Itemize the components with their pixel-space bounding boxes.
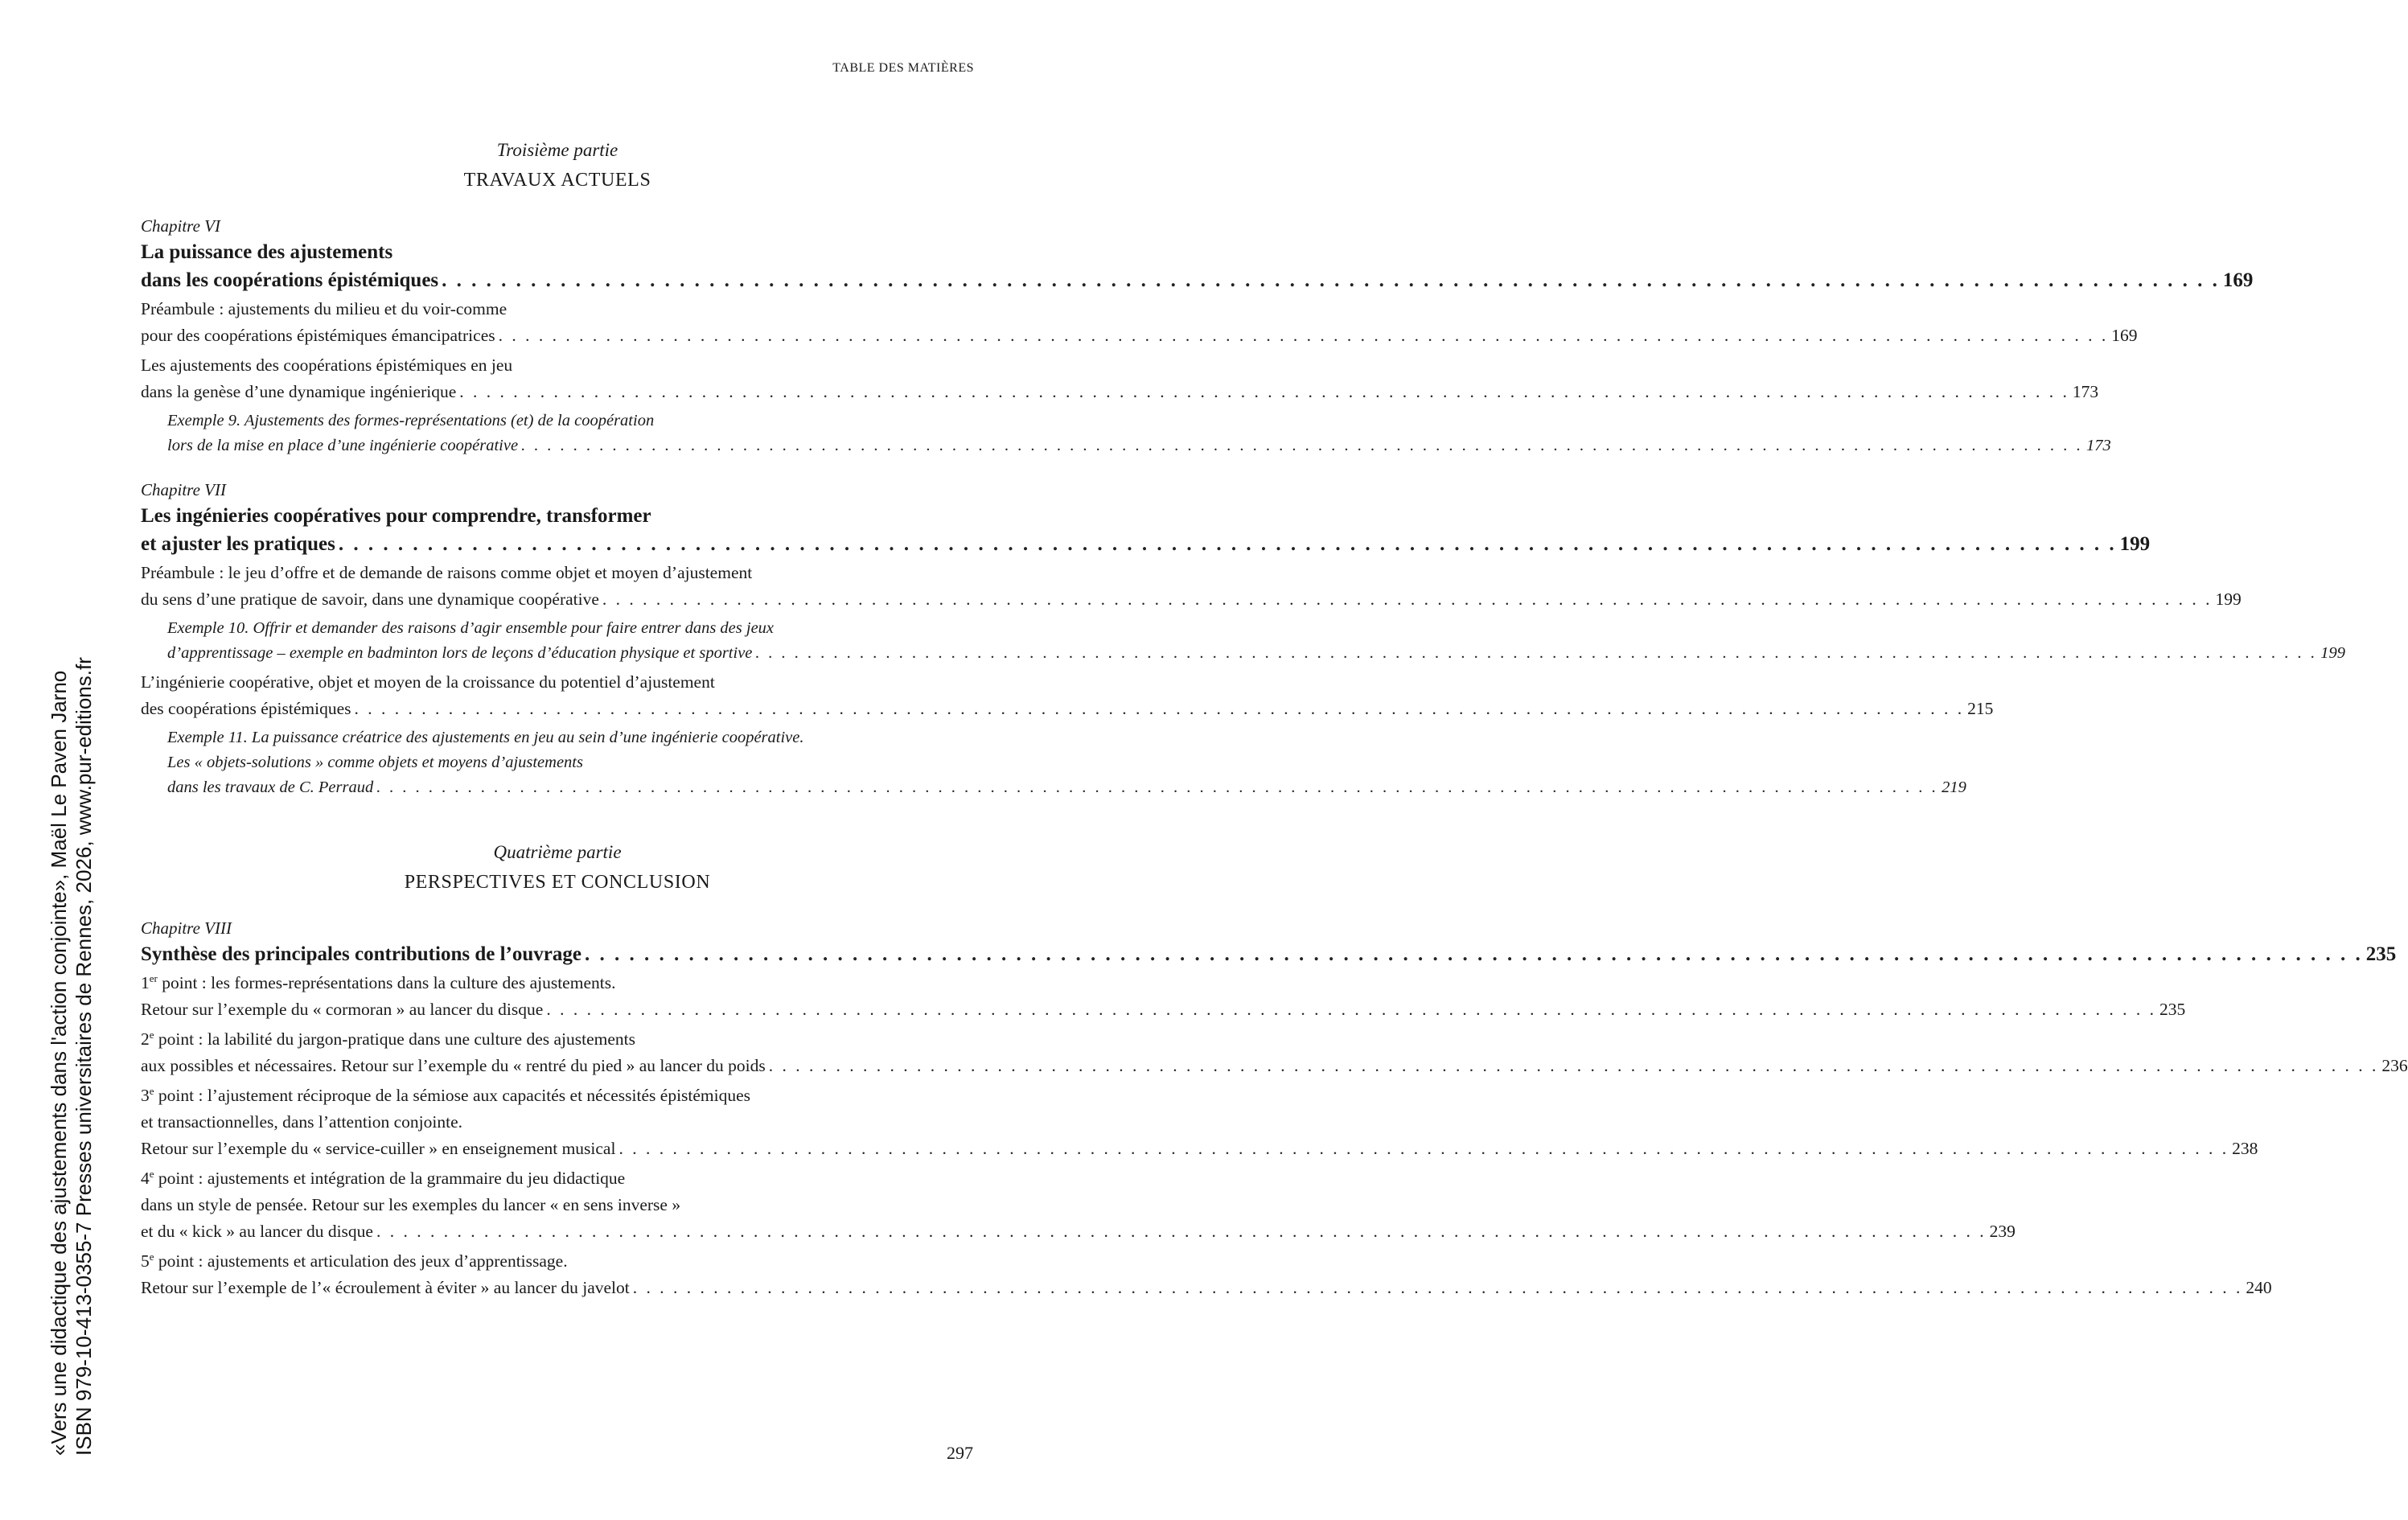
entry-page-number: 169 (2111, 326, 2138, 345)
side-note-line-1: «Vers une didactique des ajustements dans l'action conjointe», Maël Le Paven Jarno (47, 670, 71, 1456)
entry-text: Retour sur l’exemple du « service-cuiller » en enseignement musical (141, 1139, 616, 1158)
entry-line (141, 560, 974, 586)
toc-entry (141, 1248, 2272, 1301)
entry-line (141, 970, 974, 996)
dot-leader: . . . . . . . . . . . . . . . . . . . . . . . . . . . . . . . . . . . . . . . . . . . . . . . . . . . . . . . . . . . . . . . . . . . . . . . . . . . . . . . . . . . . . . . . . . . . . . . . . . . . . . . . . . . . . . . . . . . . . . . . (602, 590, 2213, 609)
entry-text: Exemple 11. La puissance créatrice des ajustements en jeu au sein d’une ingénierie coopérative. (167, 729, 804, 746)
entry-text: dans la genèse d’une dynamique ingénierique (141, 382, 457, 401)
entry-text: et transactionnelles, dans l’attention conjointe. (141, 1112, 463, 1132)
entry-line (141, 1165, 974, 1192)
dot-leader: . . . . . . . . . . . . . . . . . . . . . . . . . . . . . . . . . . . . . . . . . . . . . . . . . . . . . . . . . . . . . . . . . . . . . . . . . . . . . . . . . . . . . . . . . . . . . . . . . . . . . . . . . . . . . . . . . . . . . . . . (584, 943, 2363, 965)
entry-page-number: 239 (1989, 1222, 2016, 1241)
entry-line (167, 616, 974, 641)
dot-leader: . . . . . . . . . . . . . . . . . . . . . . . . . . . . . . . . . . . . . . . . . . . . . . . . . . . . . . . . . . . . . . . . . . . . . . . . . . . . . . . . . . . . . . . . . . . . . . . . . . . . . . . . . . . . . . . . . . . . . . . . (755, 644, 2318, 662)
entry-text: et du « kick » au lancer du disque (141, 1222, 373, 1241)
entry-page-number: 169 (2222, 269, 2254, 291)
entry-text: Exemple 9. Ajustements des formes-représentations (et) de la coopération (167, 412, 655, 429)
entry-text: Préambule : le jeu d’offre et de demande de raisons comme objet et moyen d’ajustement (141, 563, 753, 582)
entry-text: Retour sur l’exemple de l’« écroulement à éviter » au lancer du javelot (141, 1278, 630, 1297)
chapter-title-line (141, 530, 2151, 558)
entry-line (141, 1248, 974, 1275)
entry-text: Synthèse des principales contributions de l’ouvrage (141, 943, 581, 965)
ordinal-suffix: er (149, 972, 158, 984)
toc-entry (141, 352, 2099, 405)
entry-text: L’ingénierie coopérative, objet et moyen de la croissance du potentiel d’ajustement (141, 672, 715, 692)
ordinal-suffix: e (149, 1028, 154, 1041)
entry-page-number: 215 (1967, 699, 1994, 718)
entry-page-number: 199 (2320, 644, 2346, 662)
entry-text: La puissance des ajustements (141, 241, 393, 263)
chapter-label: Chapitre VI (141, 216, 220, 236)
entry-line (167, 641, 2346, 666)
toc-entry (141, 1026, 2408, 1079)
entry-text: 2e point : la labilité du jargon-pratique dans une culture des ajustements (141, 1028, 635, 1049)
entry-text: d’apprentissage – exemple en badminton lors de leçons d’éducation physique et sportive (167, 644, 753, 662)
chapter-title (141, 502, 2151, 558)
chapter-label: Chapitre VIII (141, 918, 232, 938)
dot-leader: . . . . . . . . . . . . . . . . . . . . . . . . . . . . . . . . . . . . . . . . . . . . . . . . . . . . . . . . . . . . . . . . . . . . . . . . . . . . . . . . . . . . . . . . . . . . . . . . . . . . . . . . . . . . . . . . . . . . . . . . (632, 1278, 2243, 1297)
entry-page-number: 235 (2365, 943, 2397, 965)
entry-text: aux possibles et nécessaires. Retour sur l’exemple du « rentré du pied » au lancer du poids (141, 1056, 766, 1075)
part-label: Quatrième partie (493, 842, 622, 862)
chapter-title (141, 940, 2397, 968)
entry-page-number: 235 (2159, 1000, 2186, 1019)
dot-leader: . . . . . . . . . . . . . . . . . . . . . . . . . . . . . . . . . . . . . . . . . . . . . . . . . . . . . . . . . . . . . . . . . . . . . . . . . . . . . . . . . . . . . . . . . . . . . . . . . . . . . . . . . . . . . . . . . . . . . . . . (354, 699, 1965, 718)
entry-line (141, 296, 974, 322)
entry-line (167, 775, 1966, 800)
part-title: PERSPECTIVES ET CONCLUSION (404, 872, 711, 893)
part-label: Troisième partie (496, 140, 618, 160)
entry-page-number: 238 (2232, 1139, 2258, 1158)
entry-text: 4e point : ajustements et intégration de la grammaire du jeu didactique (141, 1167, 626, 1188)
entry-text: dans les travaux de C. Perraud (167, 778, 374, 796)
entry-line (141, 1109, 974, 1136)
part-heading (141, 137, 974, 196)
entry-line (141, 1082, 974, 1109)
entry-line (141, 1218, 2016, 1245)
example-entry (141, 409, 2111, 458)
entry-text: lors de la mise en place d’une ingénierie coopérative (167, 437, 519, 454)
chapter-title-line (141, 238, 974, 266)
entry-text: du sens d’une pratique de savoir, dans une dynamique coopérative (141, 590, 599, 609)
entry-text: Les ajustements des coopérations épistémiques en jeu (141, 355, 513, 375)
entry-line (141, 379, 2099, 405)
entry-line (141, 1192, 974, 1218)
entry-page-number: 236 (2381, 1056, 2408, 1075)
entry-text: Les « objets-solutions » comme objets et moyens d’ajustements (167, 754, 583, 771)
toc-entry (141, 1165, 2016, 1245)
table-of-contents (141, 137, 2408, 1304)
entry-line (167, 409, 974, 433)
dot-leader: . . . . . . . . . . . . . . . . . . . . . . . . . . . . . . . . . . . . . . . . . . . . . . . . . . . . . . . . . . . . . . . . . . . . . . . . . . . . . . . . . . . . . . . . . . . . . . . . . . . . . . . . . . . . . . . . . . . . . . . . (768, 1056, 2379, 1075)
entry-line (141, 322, 2138, 349)
entry-text: dans les coopérations épistémiques (141, 269, 439, 291)
chapter-title-line (141, 502, 974, 530)
entry-text: dans un style de pensée. Retour sur les exemples du lancer « en sens inverse » (141, 1195, 681, 1214)
entry-text: et ajuster les pratiques (141, 533, 335, 555)
chapter-title-line (141, 266, 2254, 294)
chapter-title (141, 238, 2254, 294)
entry-line (141, 669, 974, 696)
entry-line (141, 996, 2186, 1023)
running-head: TABLE DES MATIÈRES (832, 61, 974, 75)
entry-line (141, 1026, 974, 1053)
dot-leader: . . . . . . . . . . . . . . . . . . . . . . . . . . . . . . . . . . . . . . . . . . . . . . . . . . . . . . . . . . . . . . . . . . . . . . . . . . . . . . . . . . . . . . . . . . . . . . . . . . . . . . . . . . . . . . . . . . . . . . . . (376, 778, 1939, 796)
dot-leader: . . . . . . . . . . . . . . . . . . . . . . . . . . . . . . . . . . . . . . . . . . . . . . . . . . . . . . . . . . . . . . . . . . . . . . . . . . . . . . . . . . . . . . . . . . . . . . . . . . . . . . . . . . . . . . . . . . . . . . . . (338, 533, 2117, 555)
entry-page-number: 173 (2072, 382, 2099, 401)
entry-text: 3e point : l’ajustement réciproque de la sémiose aux capacités et nécessités épistémiques (141, 1084, 751, 1105)
chapter-label: Chapitre VII (141, 480, 226, 499)
entry-text: Préambule : ajustements du milieu et du voir-comme (141, 299, 507, 318)
example-entry (141, 725, 1966, 800)
entry-line (141, 586, 2242, 613)
dot-leader: . . . . . . . . . . . . . . . . . . . . . . . . . . . . . . . . . . . . . . . . . . . . . . . . . . . . . . . . . . . . . . . . . . . . . . . . . . . . . . . . . . . . . . . . . . . . . . . . . . . . . . . . . . . . . . . . . . . . . . . . (442, 269, 2220, 291)
entry-page-number: 199 (2215, 590, 2242, 609)
entry-text: pour des coopérations épistémiques émancipatrices (141, 326, 495, 345)
part-heading (141, 839, 974, 898)
side-copyright-note (47, 657, 97, 1456)
entry-text: 1er point : les formes-représentations dans la culture des ajustements. (141, 972, 616, 992)
entry-line (167, 725, 974, 750)
entry-text: Exemple 10. Offrir et demander des raisons d’agir ensemble pour faire entrer dans des jeux (167, 619, 775, 637)
entry-line (141, 352, 974, 379)
entry-page-number: 199 (2119, 533, 2151, 555)
dot-leader: . . . . . . . . . . . . . . . . . . . . . . . . . . . . . . . . . . . . . . . . . . . . . . . . . . . . . . . . . . . . . . . . . . . . . . . . . . . . . . . . . . . . . . . . . . . . . . . . . . . . . . . . . . . . . . . . . . . . . . . . (376, 1222, 1987, 1241)
entry-line (141, 1136, 2258, 1162)
page-number: 297 (947, 1443, 973, 1463)
dot-leader: . . . . . . . . . . . . . . . . . . . . . . . . . . . . . . . . . . . . . . . . . . . . . . . . . . . . . . . . . . . . . . . . . . . . . . . . . . . . . . . . . . . . . . . . . . . . . . . . . . . . . . . . . . . . . . . . . . . . . . . . (618, 1139, 2229, 1158)
entry-page-number: 173 (2085, 437, 2111, 454)
entry-page-number: 240 (2246, 1278, 2272, 1297)
dot-leader: . . . . . . . . . . . . . . . . . . . . . . . . . . . . . . . . . . . . . . . . . . . . . . . . . . . . . . . . . . . . . . . . . . . . . . . . . . . . . . . . . . . . . . . . . . . . . . . . . . . . . . . . . . . . . . . . . . . . . . . . (546, 1000, 2156, 1019)
entry-text: Les ingénieries coopératives pour comprendre, transformer (141, 505, 651, 527)
dot-leader: . . . . . . . . . . . . . . . . . . . . . . . . . . . . . . . . . . . . . . . . . . . . . . . . . . . . . . . . . . . . . . . . . . . . . . . . . . . . . . . . . . . . . . . . . . . . . . . . . . . . . . . . . . . . . . . . . . . . . . . . (521, 437, 2083, 454)
entry-text: 5e point : ajustements et articulation des jeux d’apprentissage. (141, 1250, 568, 1271)
ordinal-suffix: e (149, 1084, 154, 1097)
ordinal-suffix: e (149, 1167, 154, 1180)
entry-line (167, 433, 2111, 458)
entry-line (141, 1053, 2408, 1079)
dot-leader: . . . . . . . . . . . . . . . . . . . . . . . . . . . . . . . . . . . . . . . . . . . . . . . . . . . . . . . . . . . . . . . . . . . . . . . . . . . . . . . . . . . . . . . . . . . . . . . . . . . . . . . . . . . . . . . . . . . . . . . . (459, 382, 2069, 401)
entry-text: des coopérations épistémiques (141, 699, 351, 718)
entry-text: Retour sur l’exemple du « cormoran » au lancer du disque (141, 1000, 544, 1019)
toc-entry (141, 296, 2138, 349)
dot-leader: . . . . . . . . . . . . . . . . . . . . . . . . . . . . . . . . . . . . . . . . . . . . . . . . . . . . . . . . . . . . . . . . . . . . . . . . . . . . . . . . . . . . . . . . . . . . . . . . . . . . . . . . . . . . . . . . . . . . . . . . (498, 326, 2109, 345)
ordinal-suffix: e (149, 1250, 154, 1263)
toc-entry (141, 970, 2186, 1023)
side-note-line-2: ISBN 979-10-413-0355-7 Presses universitaires de Rennes, 2026, www.pur-editions.fr (72, 657, 96, 1456)
part-title: TRAVAUX ACTUELS (463, 170, 651, 191)
chapter-title-line (141, 940, 2397, 968)
entry-page-number: 219 (1942, 778, 1966, 796)
toc-entry (141, 1082, 2258, 1162)
entry-line (167, 750, 974, 775)
entry-line (141, 1275, 2272, 1301)
toc-entry (141, 560, 2242, 613)
toc-entry (141, 669, 1994, 722)
example-entry (141, 616, 2346, 666)
entry-line (141, 696, 1994, 722)
